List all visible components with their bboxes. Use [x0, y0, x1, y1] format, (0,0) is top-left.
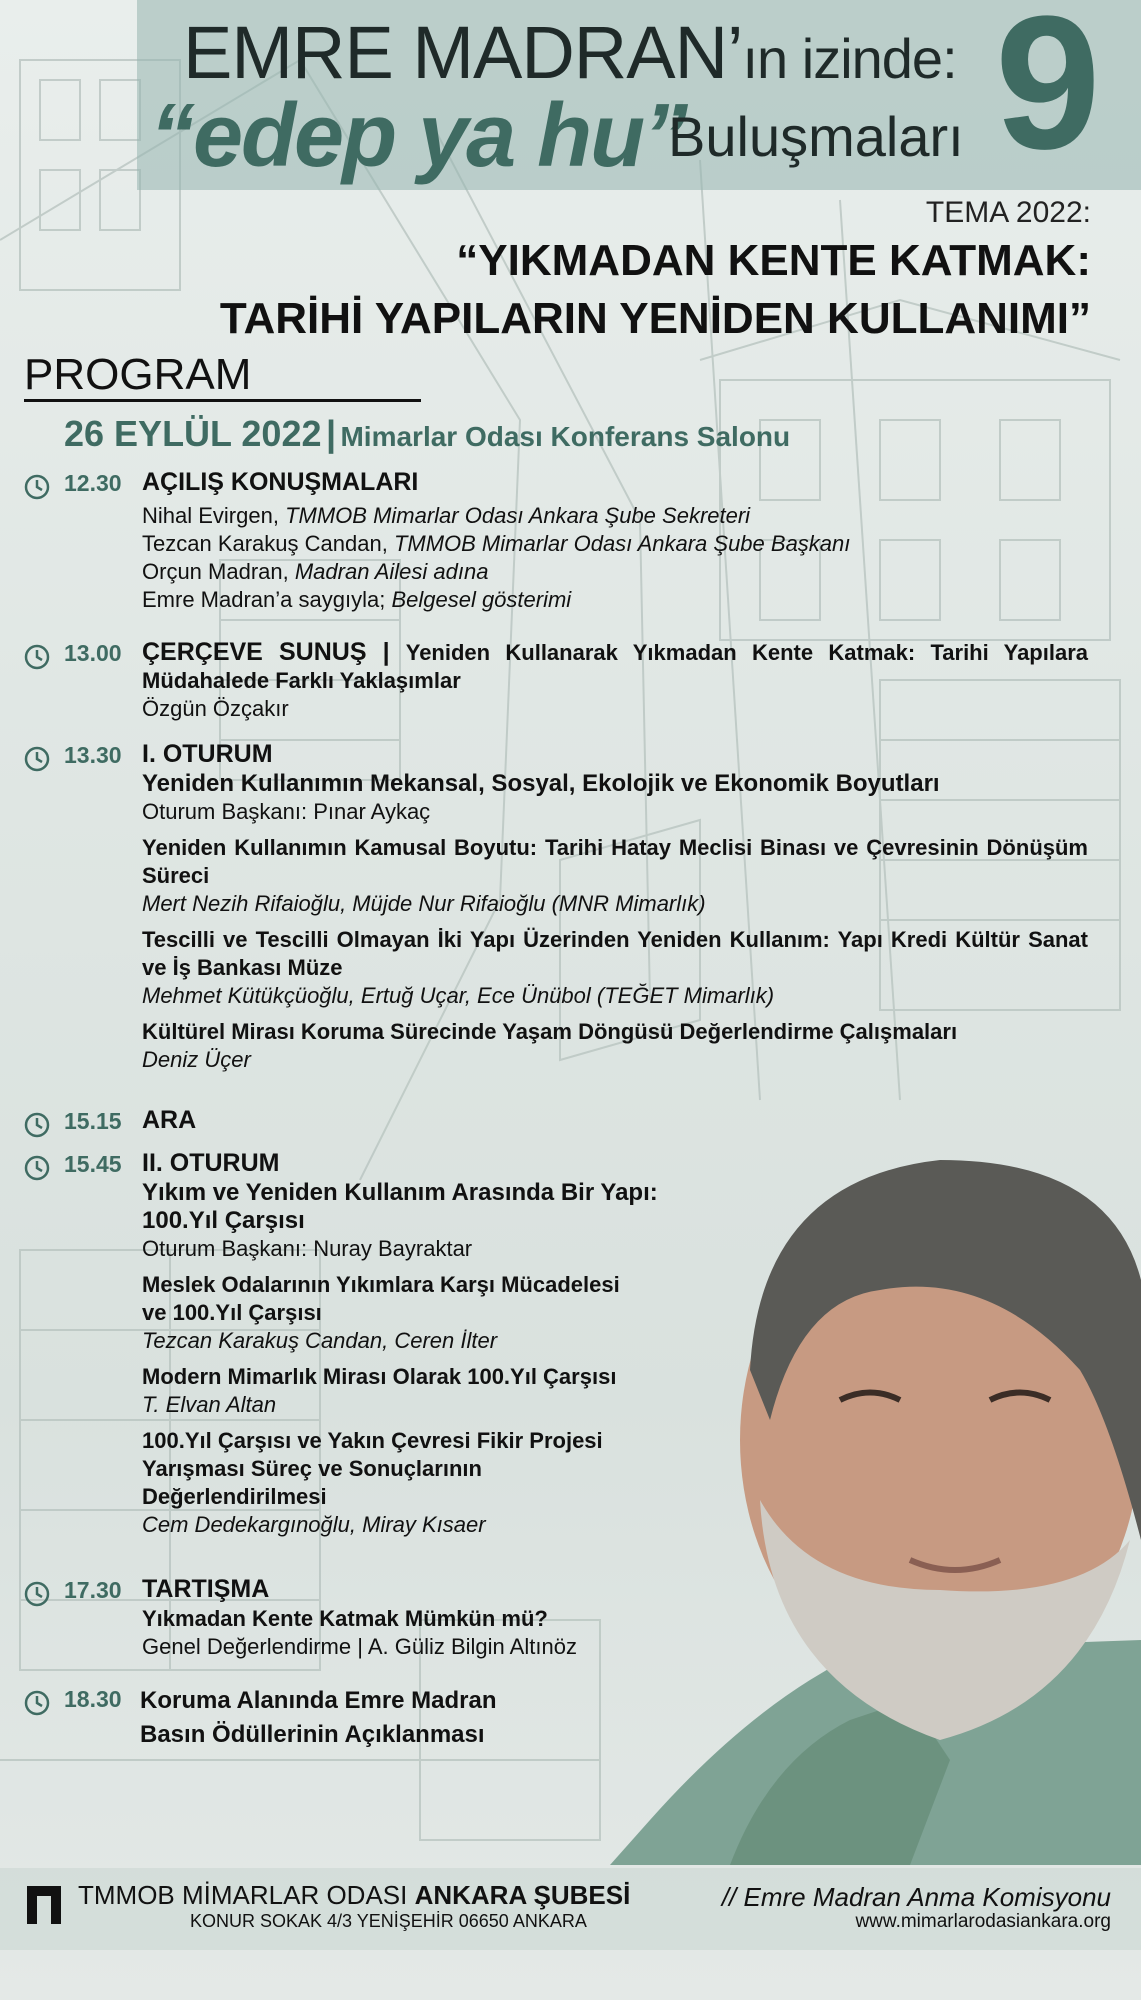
speaker-role: Belgesel gösterimi	[391, 587, 572, 612]
clock-icon	[24, 1690, 50, 1716]
event-title	[183, 10, 957, 95]
clock-icon	[24, 1155, 50, 1181]
talk-authors: Mert Nezih Rifaioğlu, Müjde Nur Rifaioğlu (MNR Mimarlık)	[142, 891, 706, 916]
org-branch: ANKARA ŞUBESİ	[414, 1880, 631, 1910]
speaker-name: A. Güliz Bilgin Altınöz	[367, 1634, 577, 1659]
talk-title: 100.Yıl Çarşısı ve Yakın Çevresi Fikir Projesi	[142, 1428, 603, 1453]
chair-name: Pınar Aykaç	[313, 799, 431, 824]
org-prefix: TMMOB MİMARLAR ODASI	[78, 1880, 415, 1910]
website-link[interactable]: www.mimarlarodasiankara.org	[855, 1911, 1111, 1932]
date-venue-line	[64, 413, 790, 455]
talk-title: ve 100.Yıl Çarşısı	[142, 1300, 322, 1325]
talk-authors: Cem Dedekargınoğlu, Miray Kısaer	[142, 1512, 486, 1537]
mimarlar-odasi-logo-icon	[24, 1883, 64, 1927]
organization-address: KONUR SOKAK 4/3 YENİŞEHİR 06650 ANKARA	[190, 1911, 587, 1931]
clock-icon	[24, 746, 50, 772]
time-label: 15.15	[64, 1108, 122, 1134]
time-label: 18.30	[64, 1686, 122, 1712]
talk-authors: Deniz Üçer	[142, 1047, 251, 1072]
speaker-role: TMMOB Mimarlar Odası Ankara Şube Başkanı	[393, 531, 851, 556]
program-heading: PROGRAM	[24, 350, 252, 399]
talk-title: Yarışması Süreç ve Sonuçlarının	[142, 1456, 482, 1481]
title-name: EMRE MADRAN’	[183, 11, 743, 94]
speaker-role: TMMOB Mimarlar Odası Ankara Şube Sekreteri	[285, 503, 751, 528]
speaker-name: Nihal Evirgen,	[142, 503, 286, 528]
clock-icon	[24, 1581, 50, 1607]
talk-title: Değerlendirilmesi	[142, 1484, 327, 1509]
session-title: Koruma Alanında Emre Madran	[140, 1687, 497, 1714]
clock-icon	[24, 1112, 50, 1138]
session-subtitle: Yıkmadan Kente Katmak Mümkün mü?	[142, 1606, 548, 1631]
talk-authors: Mehmet Kütükçüoğlu, Ertuğ Uçar, Ece Ünübol (TEĞET Mimarlık)	[142, 983, 775, 1008]
title-suffix: ın izinde:	[742, 27, 957, 90]
time-label: 13.00	[64, 640, 122, 666]
chair-name: Nuray Bayraktar	[313, 1236, 473, 1261]
session-subtitle: Yıkım ve Yeniden Kullanım Arasında Bir Yapı:	[142, 1179, 658, 1206]
theme-label: TEMA 2022:	[925, 196, 1091, 229]
time-label: 13.30	[64, 742, 122, 768]
time-label: 15.45	[64, 1151, 122, 1177]
session-subtitle: 100.Yıl Çarşısı	[142, 1207, 305, 1234]
session-title: AÇILIŞ KONUŞMALARI	[142, 468, 419, 496]
edep-ya-hu-title: “edep ya hu”	[150, 86, 687, 186]
talk-title: Modern Mimarlık Mirası Olarak 100.Yıl Çarşısı	[142, 1364, 617, 1389]
session-title: ARA	[142, 1106, 197, 1134]
edition-number: 9	[995, 0, 1101, 189]
chair-label: Oturum Başkanı:	[142, 1236, 314, 1261]
session-title: ÇERÇEVE SUNUŞ	[142, 638, 367, 666]
session-subtitle: Yeniden Kullanarak Yıkmadan Kente Katmak: Tarihi Yapılara Müdahalede Farklı Yaklaşımlar	[142, 640, 1089, 693]
session-subtitle: Yeniden Kullanımın Mekansal, Sosyal, Ekolojik ve Ekonomik Boyutları	[142, 770, 940, 797]
session-title: I. OTURUM	[142, 740, 273, 768]
theme-line-2: TARİHİ YAPILARIN YENİDEN KULLANIMI”	[219, 294, 1091, 343]
program-divider	[24, 399, 421, 402]
discussion-label: Genel Değerlendirme	[142, 1634, 352, 1659]
talk-title: Yeniden Kullanımın Kamusal Boyutu: Tarihi Hatay Meclisi Binası ve Çevresinin Dönüşüm Süreci	[142, 835, 1088, 888]
time-label: 12.30	[64, 470, 122, 496]
speaker-name: Tezcan Karakuş Candan,	[142, 531, 394, 556]
speaker-name: Orçun Madran,	[142, 559, 295, 584]
theme-line-1: “YIKMADAN KENTE KATMAK:	[456, 236, 1091, 285]
talk-title: Tescilli ve Tescilli Olmayan İki Yapı Üzerinden Yeniden Kullanım: Yapı Kredi Kültür Sanat ve İş Bankası Müze	[142, 927, 1088, 980]
speaker-name: Özgün Özçakır	[142, 696, 289, 721]
clock-icon	[24, 474, 50, 500]
speaker-role: Madran Ailesi adına	[294, 559, 489, 584]
speaker-name: Emre Madran’a saygıyla;	[142, 587, 392, 612]
talk-title: Meslek Odalarının Yıkımlara Karşı Mücadelesi	[142, 1272, 620, 1297]
theme-title	[220, 232, 1091, 348]
meetings-label: Buluşmaları	[668, 105, 964, 168]
talk-authors: T. Elvan Altan	[142, 1392, 277, 1417]
title-separator: |	[366, 638, 406, 666]
time-label: 17.30	[64, 1577, 122, 1603]
talk-authors: Tezcan Karakuş Candan, Ceren İlter	[142, 1328, 498, 1353]
discussion-separator: |	[351, 1634, 368, 1659]
session-title: II. OTURUM	[142, 1149, 280, 1177]
event-venue: Mimarlar Odası Konferans Salonu	[340, 421, 791, 452]
organization-name	[78, 1880, 630, 1911]
chair-label: Oturum Başkanı:	[142, 799, 314, 824]
session-title: TARTIŞMA	[142, 1575, 270, 1603]
session-title: Basın Ödüllerinin Açıklanması	[140, 1721, 485, 1748]
talk-title: Kültürel Mirası Koruma Sürecinde Yaşam Döngüsü Değerlendirme Çalışmaları	[142, 1019, 958, 1044]
committee-name: // Emre Madran Anma Komisyonu	[721, 1882, 1111, 1912]
clock-icon	[24, 644, 50, 670]
event-date: 26 EYLÜL 2022	[64, 413, 322, 454]
date-separator: |	[325, 413, 337, 454]
